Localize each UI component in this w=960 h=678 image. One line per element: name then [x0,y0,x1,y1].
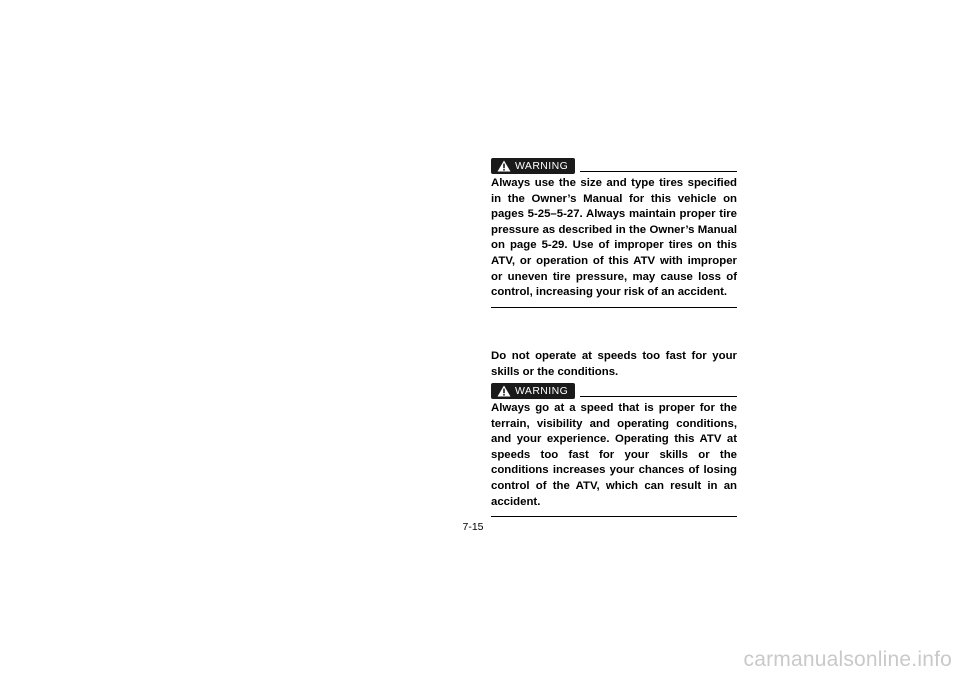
warning-triangle-icon [497,160,511,172]
warning-block-1 [491,158,737,308]
warning-badge [491,383,575,399]
speed-paragraph-block [491,349,737,380]
warning-bottom-rule [491,516,737,517]
warning-label: WARNING [515,160,569,172]
warning-triangle-icon [497,385,511,397]
warning-block-2 [491,383,737,517]
warning-top-rule [580,171,737,172]
watermark: carmanualsonline.info [743,648,952,671]
warning-header [491,383,737,399]
warning-text: Always use the size and type tires specified in the Owner’s Manual for this vehicle on pages 5-25–5-27. Always maintain proper tire pressure as described in the Owner’s Manual on page 5-29. Use of improper tires on this ATV, or operation of this ATV with improper or uneven tire pressure, may cause loss of control, increasing your risk of an accident. [491,177,737,299]
warning-top-rule [580,396,737,397]
warning-badge [491,158,575,174]
warning-label: WARNING [515,385,569,397]
warning-header [491,158,737,174]
warning-bottom-rule [491,307,737,308]
warning-text: Always go at a speed that is proper for the terrain, visibility and operating conditions, and your experience. Operating this ATV at speeds too fast for your skills or the conditions increases your chances of losing control of the ATV, which can result in an accident. [491,402,737,508]
page-number: 7-15 [462,521,484,533]
speed-paragraph: Do not operate at speeds too fast for your skills or the conditions. [491,350,737,378]
